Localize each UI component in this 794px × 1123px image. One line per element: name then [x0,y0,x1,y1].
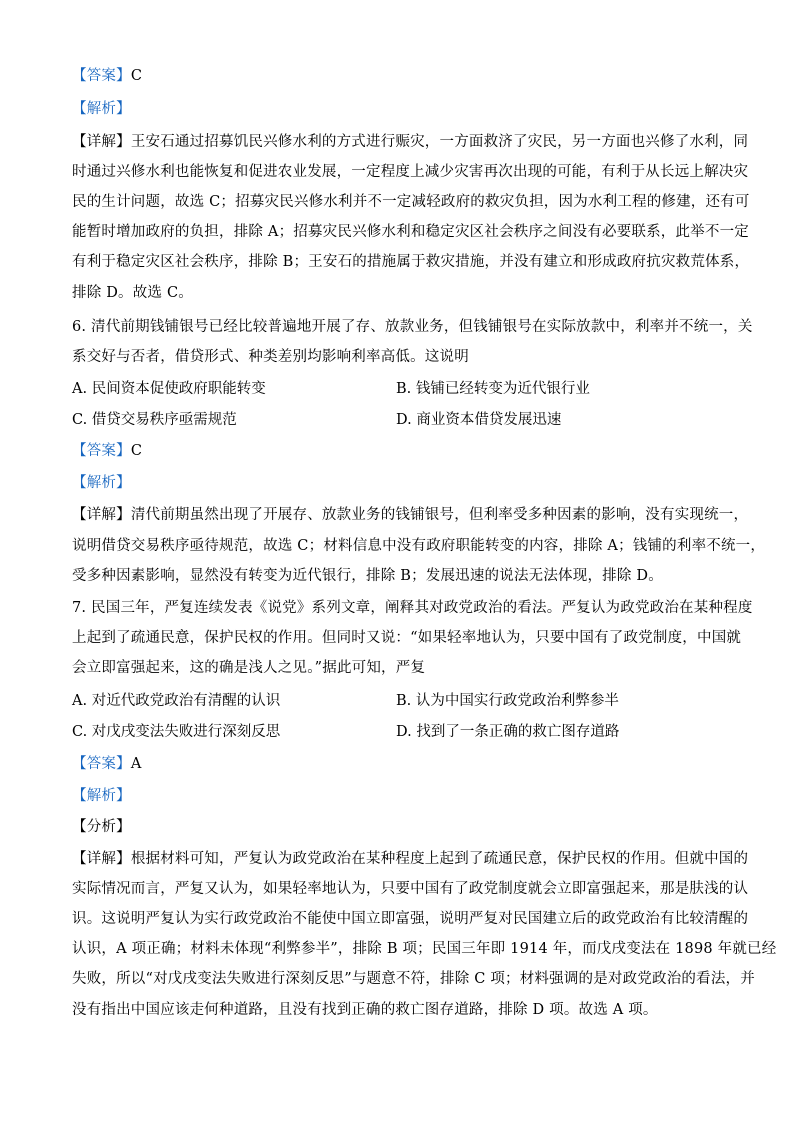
detail-label: 【详解】 [72,134,131,150]
q6-option-a: A. 民间资本促使政府职能转变 [72,381,266,397]
q7-detail-line-1: 【详解】根据材料可知，严复认为政党政治在某种程度上起到了疏通民意，保护民权的作用。但就中国的 [72,851,749,867]
q5-detail-line-3: 民的生计问题，故选 C；招募灾民兴修水利并不一定减轻政府的救灾负担，因为水利工程的修建，还有可 [72,194,750,210]
q5-analysis-label: 【解析】 [72,101,131,117]
q6-detail-line-1: 【详解】清代前期虽然出现了开展存、放款业务的钱铺银号，但利率受多种因素的影响，没有实现统一， [72,507,749,523]
q5-detail-line-4: 能暂时增加政府的负担，排除 A；招募灾民兴修水利和稳定灾区社会秩序之间没有必要联系，此举不一定 [72,224,749,240]
q7-option-c: C. 对戊戌变法失败进行深刻反思 [72,724,281,740]
q7-option-a: A. 对近代政党政治有清醒的认识 [72,693,281,709]
q5-detail-line-2: 时通过兴修水利也能恢复和促进农业发展，一定程度上减少灾害再次出现的可能，有利于从长远上解决灾 [72,164,749,180]
q7-detail-line-6: 没有指出中国应该走何种道路，且没有找到正确的救亡图存道路，排除 D 项。故选 A 项。 [72,1002,658,1018]
q6-detail-line-3: 受多种因素影响，显然没有转变为近代银行，排除 B；发展迅速的说法无法体现，排除 D。 [72,568,663,584]
q6-answer-line: 【答案】C [72,443,143,459]
q6-option-c: C. 借贷交易秩序亟需规范 [72,412,237,428]
q5-detail-line-1: 【详解】王安石通过招募饥民兴修水利的方式进行赈灾，一方面救济了灾民，另一方面也兴修了水利，同 [72,134,749,150]
q7-fenxi-label: 【分析】 [72,819,131,835]
q7-option-b: B. 认为中国实行政党政治利弊参半 [396,693,619,709]
q6-stem-line-1: 6. 清代前期钱铺银号已经比较普遍地开展了存、放款业务，但钱铺银号在实际放款中，利率并不统一，关 [72,319,753,335]
q6-answer: C [130,443,143,459]
q7-detail-line-2: 实际情况而言，严复又认为，如果轻率地认为，只要中国有了政党制度就会立即富强起来，那是肤浅的认 [72,881,749,897]
q7-detail-line-4: 认识，A 项正确；材料未体现“利弊参半”，排除 B 项；民国三年即 1914 年，而戊戌变法在 1898 年就已经 [72,941,777,957]
q7-detail-line-3: 识。这说明严复认为实行政党政治不能使中国立即富强，说明严复对民国建立后的政党政治有比较清醒的 [72,911,749,927]
q7-answer-line: 【答案】A [72,756,142,772]
q6-analysis-label: 【解析】 [72,475,131,491]
q6-option-d: D. 商业资本借贷发展迅速 [396,412,562,428]
q7-analysis-label: 【解析】 [72,788,131,804]
q6-detail-line-2: 说明借贷交易秩序亟待规范，故选 C；材料信息中没有政府职能转变的内容，排除 A；钱铺的利率不统一， [72,538,766,554]
q5-answer: C [130,68,143,84]
q7-stem-line-1: 7. 民国三年，严复连续发表《说党》系列文章，阐释其对政党政治的看法。严复认为政党政治在某种程度 [72,600,753,616]
q6-option-b: B. 钱铺已经转变为近代银行业 [396,381,590,397]
q6-stem-line-2: 系交好与否者，借贷形式、种类差别均影响利率高低。这说明 [72,349,469,365]
q7-detail-line-5: 失败，所以“对戊戌变法失败进行深刻反思”与题意不符，排除 C 项；材料强调的是对政党政治的看法，并 [72,971,755,987]
q5-detail-line-6: 排除 D。故选 C。 [72,285,193,301]
q5-answer-line [72,66,732,86]
q7-option-d: D. 找到了一条正确的救亡图存道路 [396,724,620,740]
q7-stem-line-2: 上起到了疏通民意，保护民权的作用。但同时又说：“如果轻率地认为，只要中国有了政党制度，中国就 [72,630,742,646]
q7-answer: A [130,756,142,772]
q7-stem-line-3: 会立即富强起来，这的确是浅人之见。”据此可知，严复 [72,660,426,676]
q5-detail-line-5: 有利于稳定灾区社会秩序，排除 B；王安石的措施属于救灾措施，并没有建立和形成政府抗灾救荒体系， [72,254,750,270]
answer-label: 【答案】 [72,68,131,84]
